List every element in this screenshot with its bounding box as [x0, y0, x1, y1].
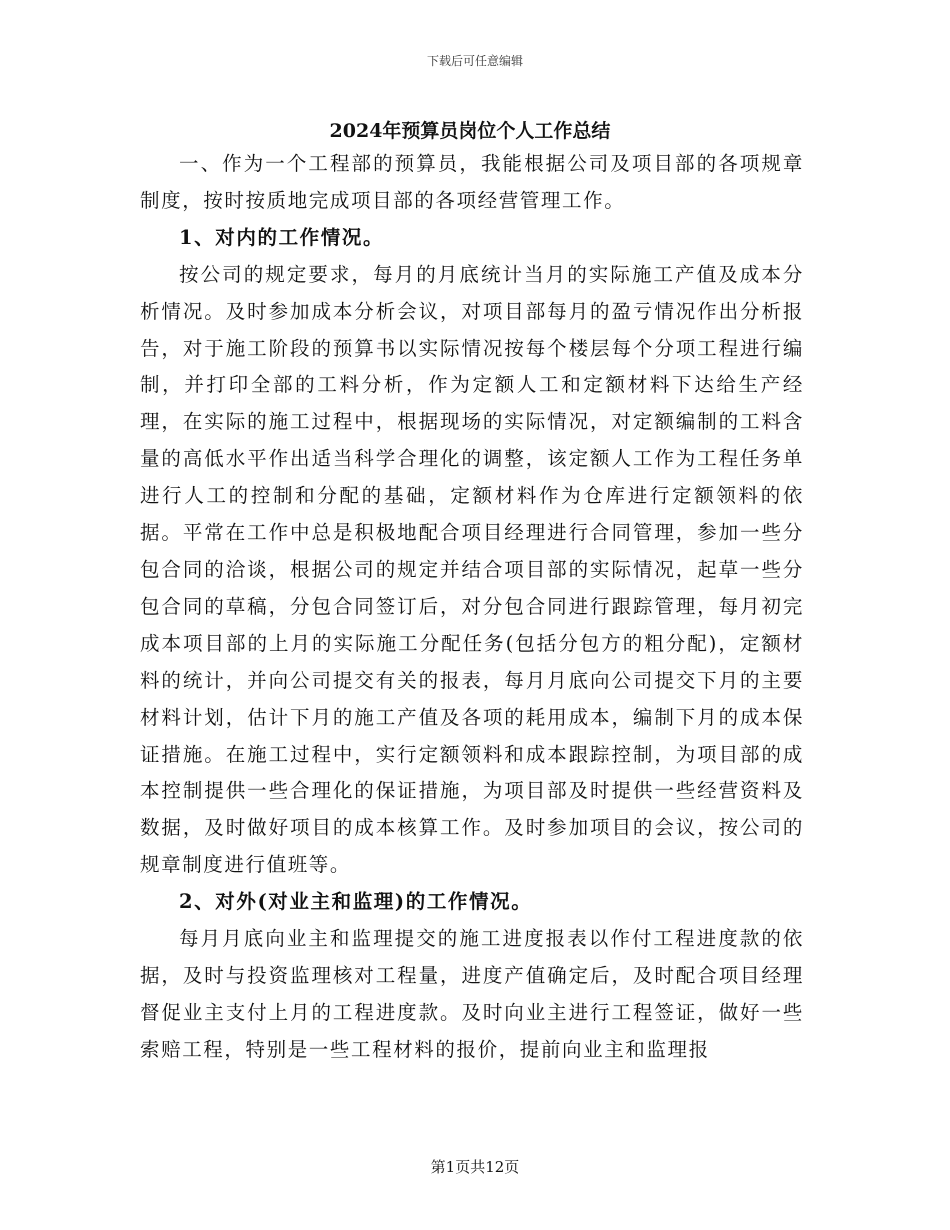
- paragraph-internal-work: 按公司的规定要求，每月的月底统计当月的实际施工产值及成本分析情况。及时参加成本分析会议，对项目部每月的盈亏情况作出分析报告，对于施工阶段的预算书以实际情况按每个楼层每个分项工程进行编制，并打印全部的工料分析，作为定额人工和定额材料下达给生产经理，在实际的施工过程中，根据现场的实际情况，对定额编制的工料含量的高低水平作出适当科学合理化的调整，该定额人工作为工程任务单进行人工的控制和分配的基础，定额材料作为仓库进行定额领料的依据。平常在工作中总是积极地配合项目经理进行合同管理，参加一些分包合同的洽谈，根据公司的规定并结合项目部的实际情况，起草一些分包合同的草稿，分包合同签订后，对分包合同进行跟踪管理，每月初完成本项目部的上月的实际施工分配任务(包括分包方的粗分配)，定额材料的统计，并向公司提交有关的报表，每月月底向公司提交下月的主要材料计划，估计下月的施工产值及各项的耗用成本，编制下月的成本保证措施。在施工过程中，实行定额领料和成本跟踪控制，为项目部的成本控制提供一些合理化的保证措施，为项目部及时提供一些经营资料及数据，及时做好项目的成本核算工作。及时参加项目的会议，按公司的规章制度进行值班等。: [140, 262, 804, 877]
- section-heading-external: 2、对外(对业主和监理)的工作情况。: [179, 890, 533, 914]
- document-title: 2024年预算员岗位个人工作总结: [329, 120, 611, 142]
- section-heading-internal: 1、对内的工作情况。: [179, 225, 385, 249]
- document-body: [140, 146, 804, 1069]
- paragraph-external-work: 每月月底向业主和监理提交的施工进度报表以作付工程进度款的依据，及时与投资监理核对工程量，进度产值确定后，及时配合项目经理督促业主支付上月的工程进度款。及时向业主进行工程签证，做好一些索赔工程，特别是一些工程材料的报价，提前向业主和监理报: [140, 927, 804, 1061]
- paragraph-intro: 一、作为一个工程部的预算员，我能根据公司及项目部的各项规章制度，按时按质地完成项目部的各项经营管理工作。: [140, 152, 804, 212]
- page-header-note: 下载后可任意编辑: [426, 54, 523, 68]
- page-number-footer: 第1页共12页: [430, 1158, 520, 1176]
